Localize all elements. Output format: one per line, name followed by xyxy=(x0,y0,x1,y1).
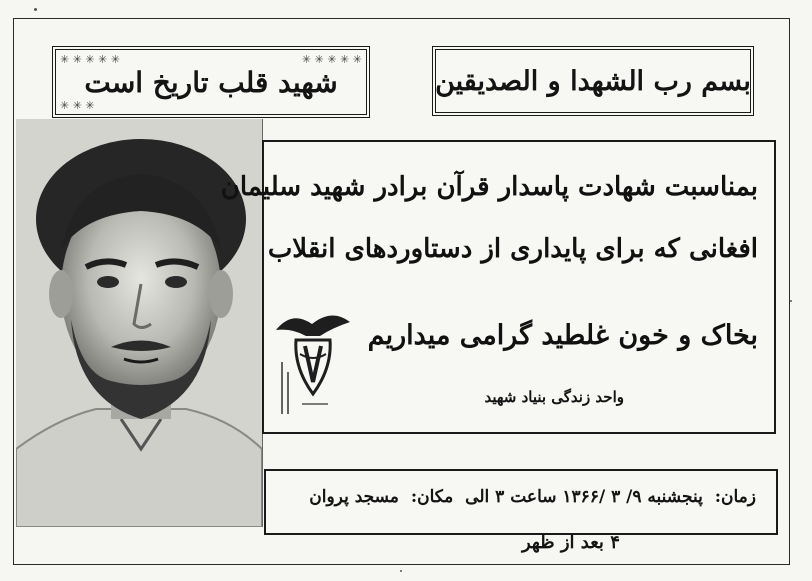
ornament-icon: ✳ ✳ ✳ ✳ ✳ xyxy=(301,53,362,66)
basmala-banner xyxy=(432,46,754,116)
time-extra: ۴ بعد از ظهر xyxy=(522,532,620,553)
basmala-text: بسم رب الشهدا و الصدیقین xyxy=(435,65,751,97)
martyr-foundation-emblem-icon xyxy=(272,302,354,422)
place-label: مکان: xyxy=(410,487,454,507)
ornament-icon: ✳ ✳ ✳ ✳ ✳ xyxy=(60,53,121,66)
announcement-line-1: بمناسبت شهادت پاسدار قرآن برادر شهید سلیمان xyxy=(220,172,758,202)
motto-text: شهید قلب تاریخ است xyxy=(84,65,338,99)
scan-speck xyxy=(34,8,37,11)
event-details-row xyxy=(303,487,756,507)
scan-speck xyxy=(790,300,792,302)
time-label: زمان: xyxy=(714,487,756,507)
time-value: پنجشنبه ۹/ ۳ /۱۳۶۶ ساعت ۳ الی xyxy=(465,487,703,507)
announcement-line-2: افغانی که برای پایداری از دستاوردهای انقلاب xyxy=(267,234,758,264)
announcement-box xyxy=(220,140,776,434)
ornament-icon: ✳ ✳ ✳ xyxy=(60,99,95,112)
motto-banner xyxy=(52,46,370,118)
place-value: مسجد پروان xyxy=(309,487,399,507)
scan-speck xyxy=(400,570,402,572)
event-details-box xyxy=(264,469,778,535)
signoff-text: واحد زندگی بنیاد شهید xyxy=(484,388,624,406)
announcement-line-3: بخاک و خون غلطید گرامی میداریم xyxy=(367,320,758,351)
